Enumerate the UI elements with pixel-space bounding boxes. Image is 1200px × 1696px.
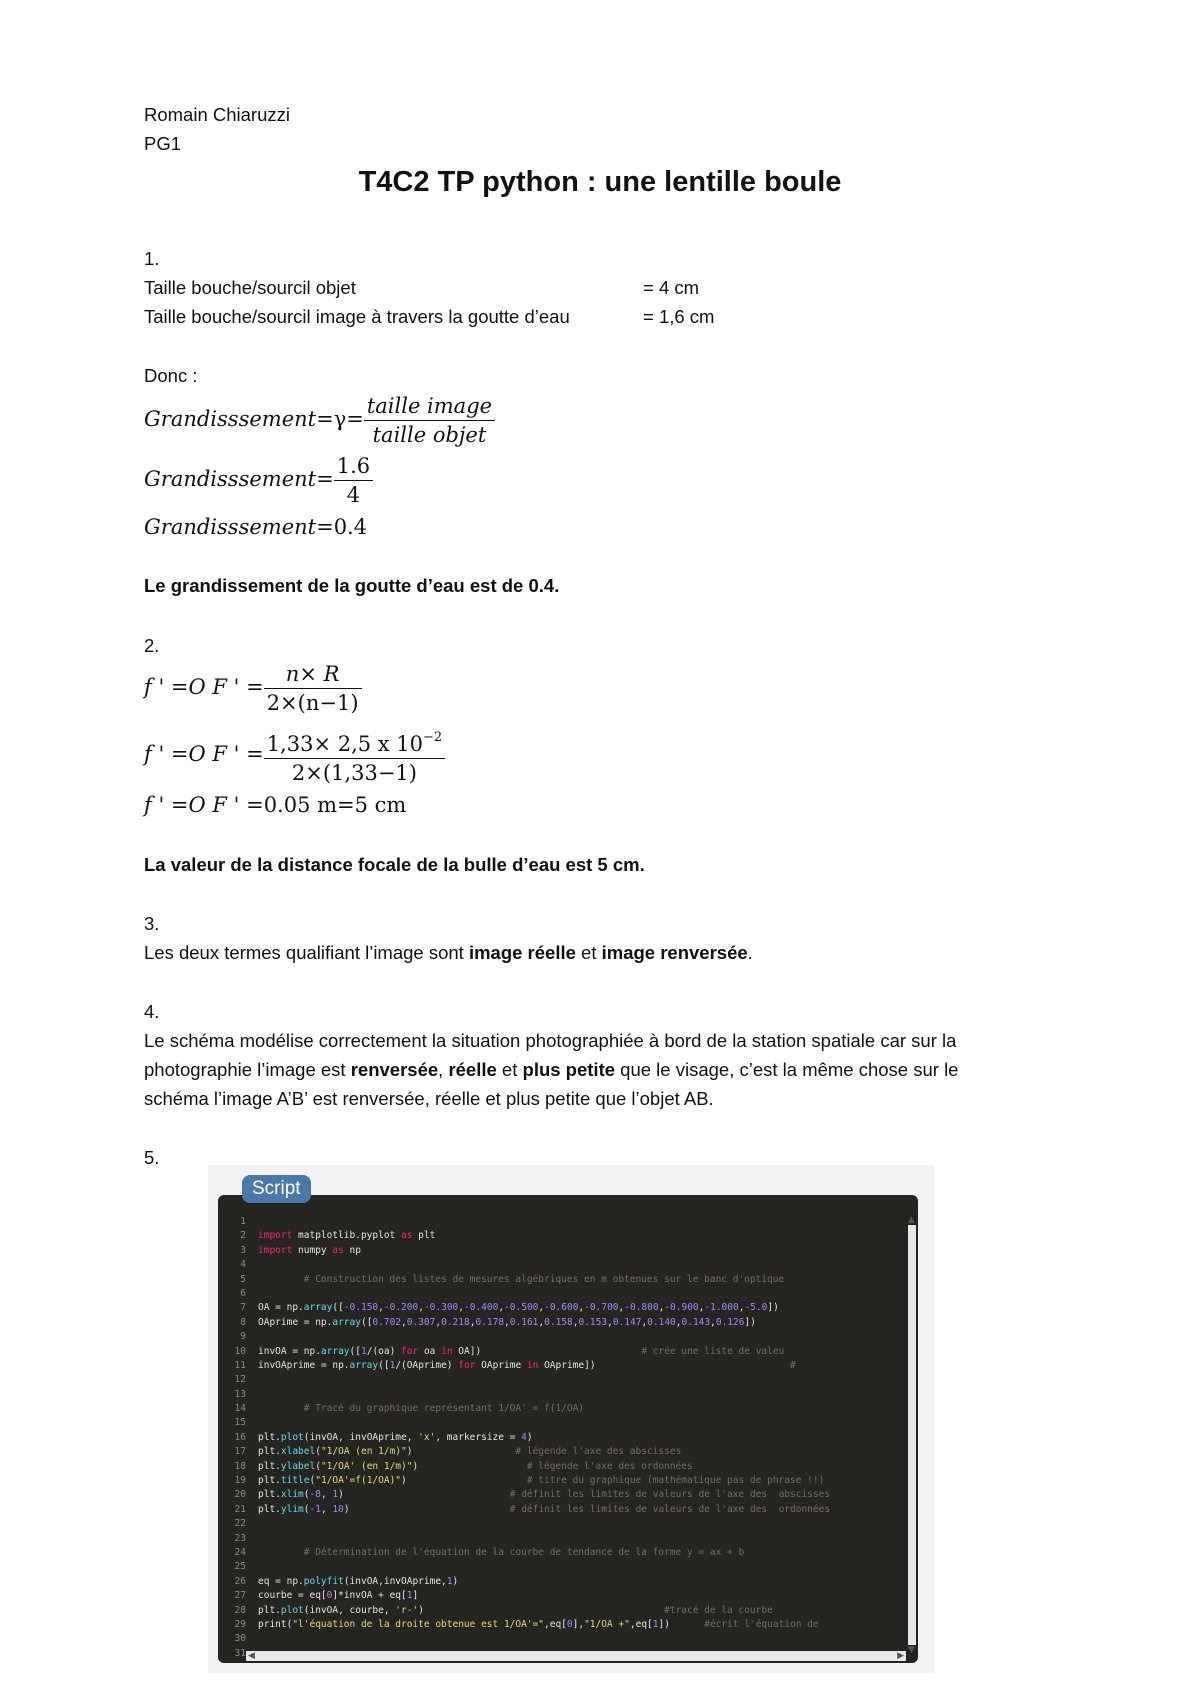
q4-bold-plus-petite: plus petite [522, 1059, 616, 1080]
q4-bold-renversee: renversée [350, 1059, 439, 1080]
q4-text: photographie l’image est [144, 1059, 351, 1080]
eq-numerator: taille image [364, 392, 495, 421]
line-number: 12 [234, 1374, 246, 1386]
eq-lhs: f ' =O F ' = [144, 675, 264, 699]
q4-text: et [496, 1059, 523, 1080]
eq-lhs: Grandisssement [144, 467, 317, 491]
q1-equation-1 [144, 392, 495, 449]
code-editor[interactable] [218, 1195, 918, 1663]
eq-exponent: −2 [423, 730, 443, 745]
line-number: 25 [234, 1561, 246, 1573]
q3-text-b: et [575, 942, 602, 963]
q4-text: que le visage, c’est la même chose sur le [615, 1059, 959, 1080]
scroll-left-icon[interactable]: ◀ [248, 1651, 255, 1661]
line-number: 6 [240, 1287, 246, 1299]
eq-numerator [264, 724, 446, 759]
line-number: 23 [234, 1532, 246, 1544]
line-number: 26 [234, 1575, 246, 1587]
q3-answer [144, 942, 753, 964]
code-line[interactable] [258, 1373, 902, 1387]
question-3-number: 3. [144, 913, 160, 934]
line-number: 15 [234, 1417, 246, 1429]
line-number: 27 [234, 1590, 246, 1602]
eq-lhs: Grandisssement [144, 515, 317, 539]
q4-line-2 [144, 1059, 958, 1081]
line-number: 2 [240, 1230, 246, 1242]
line-number: 19 [234, 1475, 246, 1487]
line-number: 29 [234, 1618, 246, 1630]
q1-equation-2 [144, 452, 373, 509]
eq-numerator-base: 1,33× 2,5 x 10 [266, 732, 424, 756]
q4-text: , [438, 1059, 449, 1080]
eq-equals: = [316, 467, 334, 491]
code-line[interactable]: invOAprime = np.array([1/(OAprime) for OAprime in OAprime]) # [258, 1359, 796, 1371]
code-line[interactable]: plt.ylabel("1/OA' (en 1/m)") # légende l'axe des ordonnées [258, 1460, 693, 1472]
code-area[interactable] [258, 1215, 902, 1661]
eq-fraction [364, 392, 495, 449]
eq-numerator: n× R [264, 660, 362, 689]
line-number: 24 [234, 1546, 246, 1558]
code-line[interactable]: plt.ylim(-1, 10) # définit les limites de valeurs de l'axe des ordonnées [258, 1503, 831, 1515]
q4-line-1: Le schéma modélise correctement la situation photographiée à bord de la station spatiale car sur la [144, 1030, 957, 1051]
code-line[interactable] [258, 1632, 902, 1646]
line-number: 3 [240, 1244, 246, 1256]
code-line[interactable]: import matplotlib.pyplot as plt [258, 1230, 436, 1242]
scroll-up-icon[interactable]: ▲ [908, 1215, 915, 1225]
code-line[interactable]: OA = np.array([-0.150,-0.200,-0.300,-0.400,-0.500,-0.600,-0.700,-0.800,-0.900,-1.000,-5.0]) [258, 1302, 779, 1314]
eq-fraction [264, 724, 446, 787]
eq-numerator: 1.6 [334, 452, 373, 481]
class-label: PG1 [144, 133, 182, 154]
script-tab[interactable]: Script [242, 1175, 311, 1203]
q2-equation-1 [144, 660, 362, 717]
eq-rhs: 0.05 m=5 cm [263, 793, 407, 817]
code-line[interactable]: print("l'équation de la droite obtenue est 1/OA'=",eq[0],"1/OA +",eq[1]) #écrit l'équation de [258, 1618, 819, 1630]
horizontal-scrollbar[interactable] [246, 1651, 906, 1661]
code-line[interactable]: plt.plot(invOA, courbe, 'r-') #tracé de la courbe [258, 1604, 773, 1616]
q3-text-c: . [747, 942, 753, 963]
code-line[interactable]: import numpy as np [258, 1244, 361, 1256]
q1-image-size-value: = 1,6 cm [643, 306, 715, 327]
code-line[interactable] [258, 1388, 902, 1402]
line-number: 4 [240, 1259, 246, 1271]
line-number: 8 [240, 1316, 246, 1328]
q2-equation-2 [144, 724, 445, 787]
q3-term-1: image réelle [468, 942, 576, 963]
code-line[interactable] [258, 1532, 902, 1546]
code-line[interactable]: plt.xlabel("1/OA (en 1/m)") # légende l'axe des abscisses [258, 1446, 682, 1458]
code-line[interactable] [258, 1517, 902, 1531]
code-line[interactable] [258, 1560, 902, 1574]
line-number: 30 [234, 1633, 246, 1645]
line-number: 9 [240, 1331, 246, 1343]
line-number: 13 [234, 1388, 246, 1400]
q1-object-size-label: Taille bouche/sourcil objet [144, 277, 356, 298]
eq-denominator: 2×(1,33−1) [291, 761, 417, 785]
q1-object-size-value: = 4 cm [643, 277, 700, 298]
code-line[interactable]: courbe = eq[0]*invOA + eq[1] [258, 1590, 419, 1602]
q4-bold-reelle: réelle [448, 1059, 497, 1080]
page-title: T4C2 TP python : une lentille boule [358, 166, 842, 198]
eq-rhs: =0.4 [316, 515, 368, 539]
code-line[interactable]: eq = np.polyfit(invOA,invOAprime,1) [258, 1575, 459, 1587]
question-4-number: 4. [144, 1001, 160, 1022]
code-line[interactable] [258, 1287, 902, 1301]
code-line[interactable]: # Construction des listes de mesures algébriques en m obtenues sur le banc d'optique [303, 1273, 785, 1285]
q1-donc: Donc : [144, 365, 198, 386]
scroll-down-icon[interactable]: ▼ [908, 1645, 915, 1655]
line-number: 14 [234, 1403, 246, 1415]
line-number: 18 [234, 1460, 246, 1472]
vertical-scrollbar[interactable] [908, 1215, 916, 1655]
line-number: 31 [234, 1647, 246, 1659]
question-2-number: 2. [144, 635, 160, 656]
eq-equals: =γ= [316, 407, 364, 431]
code-line[interactable]: plt.xlim(-8, 1) # définit les limites de valeurs de l'axe des abscisses [258, 1489, 831, 1501]
line-number: 17 [234, 1446, 246, 1458]
scroll-right-icon[interactable]: ▶ [897, 1651, 904, 1661]
q2-conclusion: La valeur de la distance focale de la bulle d’eau est 5 cm. [144, 854, 645, 875]
code-line[interactable]: invOA = np.array([1/(oa) for oa in OA]) # crée une liste de valeu [258, 1345, 785, 1357]
eq-fraction [334, 452, 373, 509]
code-line[interactable] [258, 1330, 902, 1344]
question-1-number: 1. [144, 248, 160, 269]
eq-denominator: 2×(n−1) [266, 691, 359, 715]
line-number: 1 [240, 1216, 246, 1227]
q3-term-2: image renversée [601, 942, 748, 963]
code-line[interactable]: plt.title("1/OA'=f(1/OA)") # titre du graphique (mathématique pas de phrase !!) [258, 1475, 825, 1487]
line-number: 20 [234, 1489, 246, 1501]
q1-conclusion: Le grandissement de la goutte d’eau est de 0.4. [144, 575, 560, 596]
q3-text-a: Les deux termes qualifiant l’image sont [144, 942, 469, 963]
line-number: 7 [240, 1302, 246, 1314]
eq-lhs: f ' =O F ' = [144, 793, 264, 817]
eq-lhs: f ' =O F ' = [144, 742, 264, 766]
eq-lhs: Grandisssement [144, 407, 317, 431]
script-screenshot [208, 1165, 934, 1673]
eq-denominator: taille objet [372, 423, 487, 447]
q2-equation-3 [144, 790, 406, 820]
q1-image-size-label: Taille bouche/sourcil image à travers la goutte d’eau [144, 306, 570, 327]
code-line[interactable]: plt.plot(invOA, invOAprime, 'x', markersize = 4) [258, 1431, 533, 1443]
code-line[interactable]: OAprime = np.array([0.702,0.307,0.218,0.178,0.161,0.158,0.153,0.147,0.140,0.143,0.126]) [258, 1316, 756, 1328]
line-number: 10 [234, 1345, 246, 1357]
author-name: Romain Chiaruzzi [144, 104, 290, 125]
line-number-gutter [218, 1215, 246, 1661]
code-line[interactable] [258, 1416, 902, 1430]
question-5-number: 5. [144, 1147, 160, 1168]
line-number: 22 [234, 1518, 246, 1530]
line-number: 21 [234, 1503, 246, 1515]
line-number: 5 [240, 1273, 246, 1285]
code-line[interactable]: # Tracé du graphique représentant 1/OA' = f(1/OA) [303, 1403, 585, 1415]
q4-line-3: schéma l’image A’B’ est renversée, réelle et plus petite que l’objet AB. [144, 1088, 714, 1109]
eq-fraction [264, 660, 362, 717]
eq-denominator: 4 [346, 483, 361, 507]
line-number: 16 [234, 1431, 246, 1443]
code-line[interactable] [258, 1258, 902, 1272]
line-number: 11 [234, 1359, 246, 1371]
code-line[interactable]: # Détermination de l'équation de la courbe de tendance de la forme y = ax + b [303, 1546, 745, 1558]
q1-equation-3 [144, 512, 367, 542]
code-line[interactable] [258, 1215, 902, 1229]
line-number: 28 [234, 1604, 246, 1616]
